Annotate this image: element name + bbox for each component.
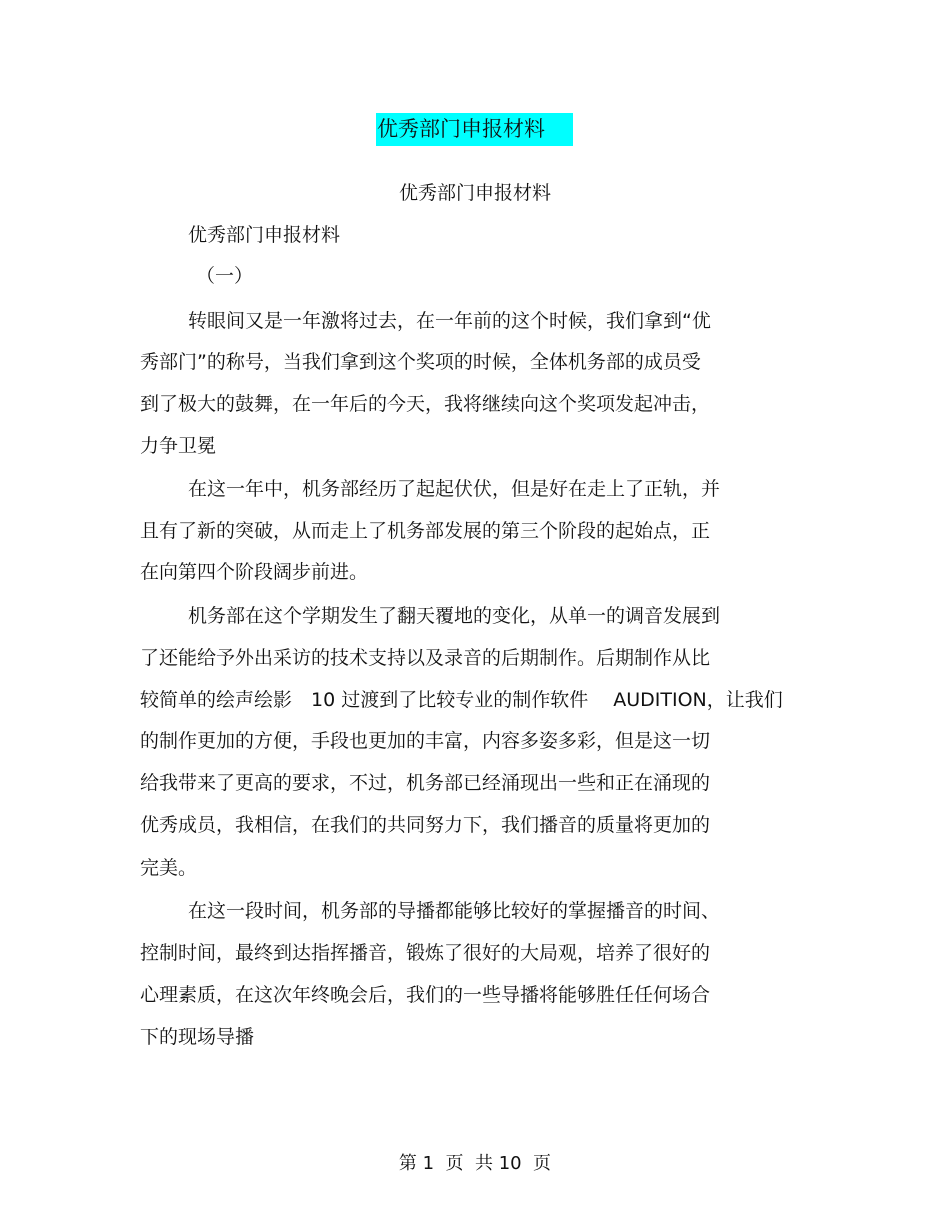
page-footer: 第 1 页 共 10 页 <box>398 1153 552 1174</box>
highlighted-title: 优秀部门申报材料 <box>376 113 573 146</box>
paragraph-line: 下的现场导播 <box>140 1026 255 1048</box>
paragraph-line: 到了极大的鼓舞，在一年后的今天，我将继续向这个奖项发起冲击， <box>140 393 711 415</box>
document-subtitle: 优秀部门申报材料 <box>398 182 551 204</box>
section-number: （一） <box>196 265 254 287</box>
paragraph-line: 较简单的绘声绘影 10 过渡到了比较专业的制作软件 AUDITION，让我们 <box>140 689 783 711</box>
paragraph-line: 在向第四个阶段阔步前进。 <box>140 561 369 583</box>
paragraph-line: 在这一年中，机务部经历了起起伏伏，但是好在走上了正轨，并 <box>188 478 721 500</box>
paragraph-line: 在这一段时间，机务部的导播都能够比较好的掌握播音的时间、 <box>188 900 721 922</box>
paragraph-line: 转眼间又是一年激将过去，在一年前的这个时候，我们拿到“优 <box>188 310 711 332</box>
document-heading: 优秀部门申报材料 <box>188 224 341 246</box>
paragraph-line: 且有了新的突破，从而走上了机务部发展的第三个阶段的起始点，正 <box>140 520 711 542</box>
paragraph-line: 了还能给予外出采访的技术支持以及录音的后期制作。后期制作从比 <box>140 647 711 669</box>
paragraph-line: 优秀成员，我相信，在我们的共同努力下，我们播音的质量将更加的 <box>140 814 711 836</box>
paragraph-line: 机务部在这个学期发生了翻天覆地的变化，从单一的调音发展到 <box>188 605 721 627</box>
paragraph-line: 力争卫冕 <box>140 435 217 457</box>
paragraph-line: 完美。 <box>140 857 198 879</box>
paragraph-line: 控制时间，最终到达指挥播音，锻炼了很好的大局观，培养了很好的 <box>140 942 711 964</box>
paragraph-line: 心理素质，在这次年终晚会后，我们的一些导播将能够胜任任何场合 <box>140 984 711 1006</box>
paragraph-line: 给我带来了更高的要求，不过，机务部已经涌现出一些和正在涌现的 <box>140 772 711 794</box>
paragraph-line: 的制作更加的方便，手段也更加的丰富，内容多姿多彩，但是这一切 <box>140 730 711 752</box>
paragraph-line: 秀部门”的称号，当我们拿到这个奖项的时候，全体机务部的成员受 <box>140 351 701 373</box>
